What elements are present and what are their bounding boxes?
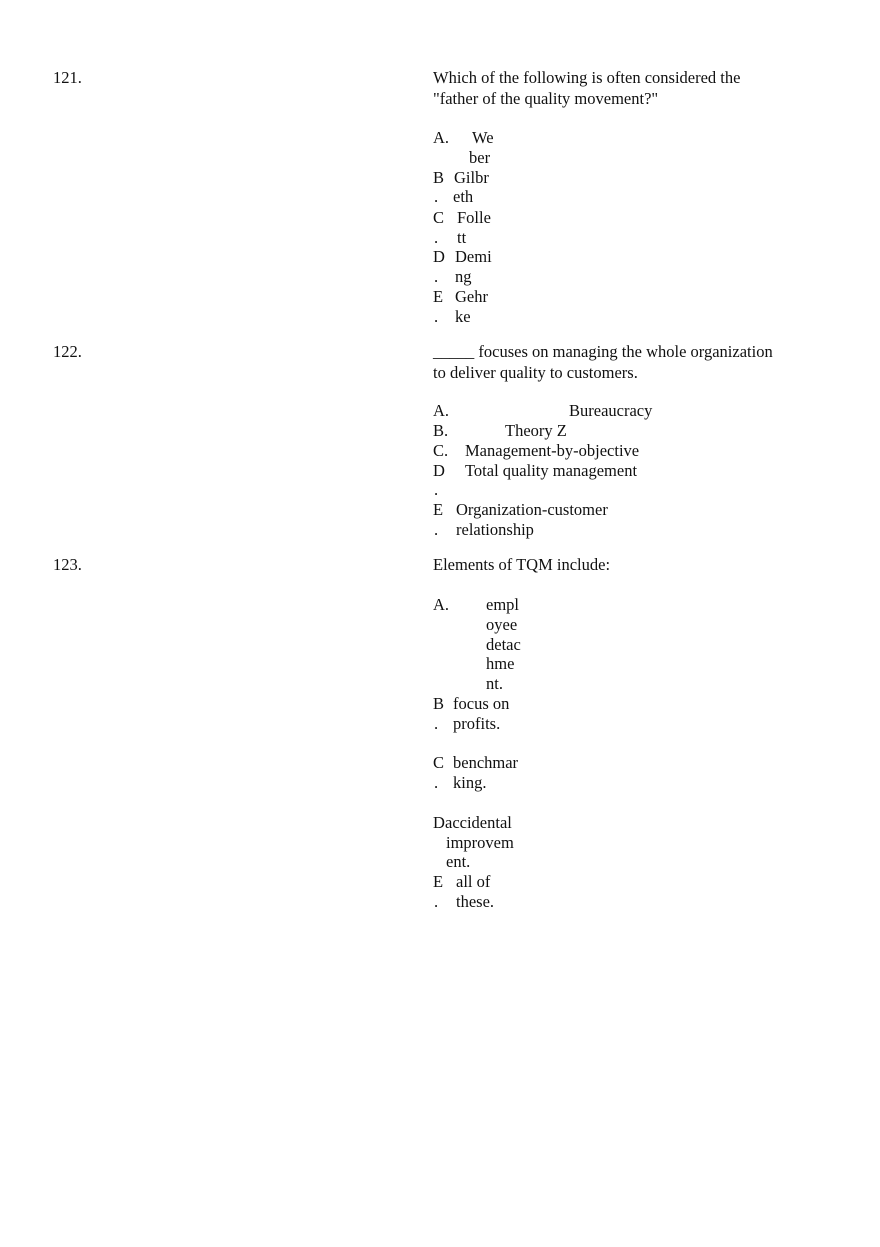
option-text-line: Organization-customer — [456, 500, 608, 519]
option-letter: C — [433, 208, 445, 227]
option-letter: C — [433, 753, 445, 772]
option-text-line: detac — [486, 635, 521, 654]
option-dot: . — [434, 714, 439, 733]
option-text-line: profits. — [453, 714, 501, 733]
stem-line: to deliver quality to customers. — [433, 362, 638, 382]
option-text-line: ke — [455, 307, 471, 326]
option-text-line: ng — [455, 267, 472, 286]
question-stem — [433, 68, 803, 109]
question-number: 121. — [53, 68, 82, 87]
option-text-line: benchmar — [453, 753, 519, 772]
option-text-line: improvem — [446, 833, 514, 852]
option-text-line: empl — [486, 595, 519, 614]
stem-line: Which of the following is often considered the — [433, 68, 741, 87]
option-text-line: Theory Z — [505, 421, 567, 440]
option-letter: A. — [433, 128, 450, 147]
option-text-line: oyee — [486, 615, 518, 634]
option-letter: B. — [433, 421, 449, 440]
option-text-line: king. — [453, 773, 487, 792]
option-letter: B — [433, 168, 445, 187]
option-text-line: accidental — [445, 813, 512, 832]
option-letter: D — [433, 813, 445, 832]
question-stem — [433, 555, 803, 576]
option-text-line: nt. — [486, 674, 503, 693]
option-text-line: focus on — [453, 694, 510, 713]
option-letter: D — [433, 461, 445, 480]
option-text-line: relationship — [456, 520, 534, 539]
option-dot: . — [434, 267, 439, 286]
option-letter: C. — [433, 441, 449, 460]
question-number: 122. — [53, 342, 82, 361]
option-dot: . — [434, 480, 439, 499]
option-dot: . — [434, 520, 439, 539]
option-text-line: tt — [457, 228, 467, 247]
option-text-line: all of — [456, 872, 491, 891]
option-dot: . — [434, 187, 439, 206]
option-text-line: We — [472, 128, 494, 147]
option-letter: A. — [433, 401, 450, 420]
option-text-line: Demi — [455, 247, 492, 266]
option-letter: E — [433, 287, 444, 306]
option-text-line: Folle — [457, 208, 491, 227]
option-letter: E — [433, 872, 444, 891]
option-letter: E — [433, 500, 444, 519]
stem-line: _____ focuses on managing the whole organization — [433, 342, 773, 361]
option-text-line: Gehr — [455, 287, 488, 306]
option-dot: . — [434, 773, 439, 792]
stem-line: Elements of TQM include: — [433, 555, 611, 574]
option-text-line: Total quality management — [465, 461, 638, 480]
option-letter: A. — [433, 595, 450, 614]
option-text-line: ber — [469, 148, 491, 167]
option-text-line: Management-by-objective — [465, 441, 640, 460]
option-letter: B — [433, 694, 445, 713]
question-stem — [433, 342, 803, 383]
option-text-line: Gilbr — [454, 168, 489, 187]
stem-line: "father of the quality movement?" — [433, 88, 659, 108]
option-dot: . — [434, 228, 439, 247]
option-dot: . — [434, 307, 439, 326]
option-text-line: ent. — [446, 852, 471, 871]
option-text-line: eth — [453, 187, 474, 206]
option-text-line: hme — [486, 654, 515, 673]
option-text-line: these. — [456, 892, 495, 911]
option-text-line: Bureaucracy — [569, 401, 653, 420]
option-letter: D — [433, 247, 445, 266]
question-number: 123. — [53, 555, 82, 574]
option-dot: . — [434, 892, 439, 911]
